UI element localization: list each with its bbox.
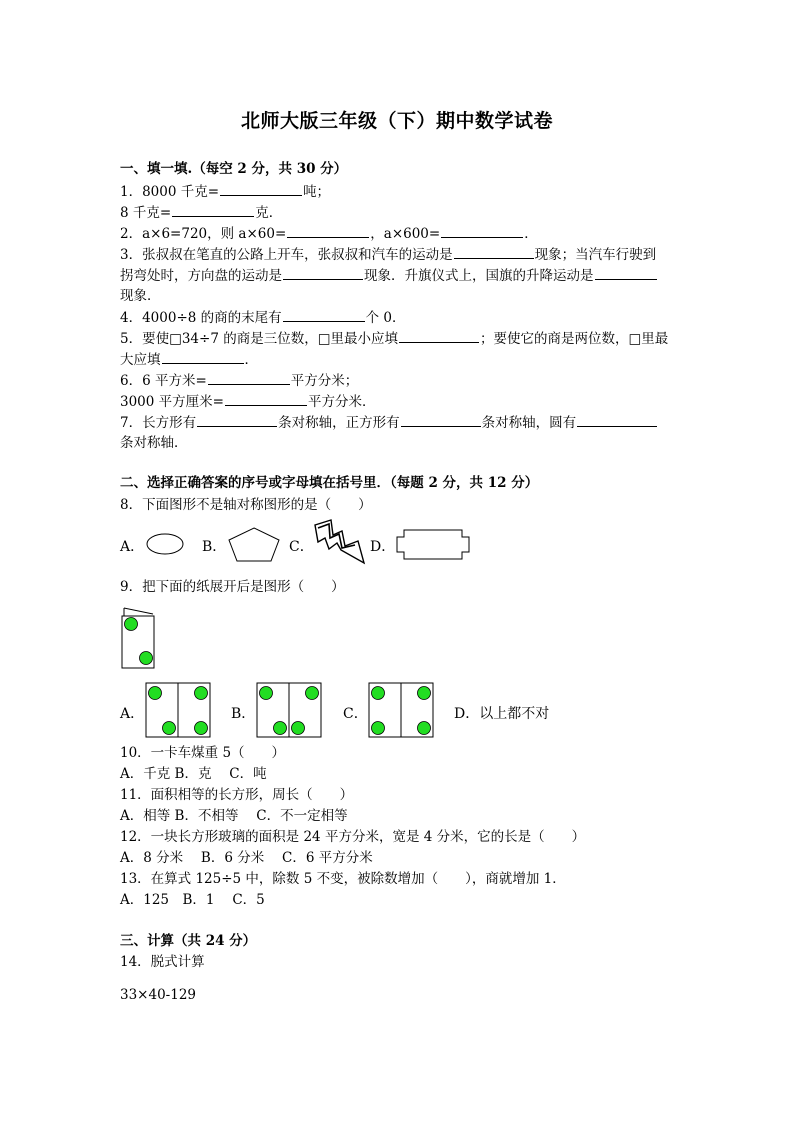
q3-text: 3．张叔叔在笔直的公路上开车，张叔叔和汽车的运动是 bbox=[120, 247, 453, 263]
question-3-line2 bbox=[120, 266, 658, 285]
unfolded-figure-b bbox=[256, 682, 324, 740]
unfolded-figure-a bbox=[145, 682, 213, 740]
q2-end: ． bbox=[524, 226, 538, 242]
section3-heading: 三、计算（共 24 分） bbox=[120, 933, 257, 949]
answer-blank[interactable] bbox=[283, 308, 365, 322]
notched-rectangle-shape bbox=[395, 529, 473, 561]
question-3-line3: 现象． bbox=[120, 288, 161, 304]
question-14: 14．脱式计算 bbox=[120, 954, 205, 970]
q1b-text: 8 千克= bbox=[120, 205, 172, 221]
q6a-unit: 平方分米； bbox=[290, 373, 359, 389]
answer-blank[interactable] bbox=[225, 392, 307, 406]
answer-blank[interactable] bbox=[595, 266, 657, 280]
answer-blank[interactable] bbox=[220, 182, 302, 196]
question-7-line1 bbox=[120, 413, 658, 432]
q4-end: 个 0． bbox=[365, 310, 406, 326]
lightning-bolt-shape bbox=[312, 519, 368, 565]
answer-blank[interactable] bbox=[197, 413, 277, 427]
question-2 bbox=[120, 224, 538, 243]
question-14-expression: 33×40-129 bbox=[120, 987, 196, 1003]
answer-blank[interactable] bbox=[441, 224, 523, 238]
q1a-unit: 吨； bbox=[303, 184, 331, 200]
answer-blank[interactable] bbox=[208, 371, 290, 385]
q8-option-d-label[interactable]: D． bbox=[370, 539, 396, 555]
page-title: 北师大版三年级（下）期中数学试卷 bbox=[240, 110, 553, 132]
q3-text-2: 拐弯处时，方向盘的运动是 bbox=[120, 268, 282, 284]
answer-blank[interactable] bbox=[283, 266, 363, 280]
question-12-options[interactable]: A．8 分米 B．6 分米 C．6 平方分米 bbox=[120, 850, 373, 866]
question-12: 12．一块长方形玻璃的面积是 24 平方分米，宽是 4 分米，它的长是（ ） bbox=[120, 829, 586, 845]
q3-text-cont: 现象；当汽车行驶到 bbox=[534, 247, 657, 263]
question-8: 8．下面图形不是轴对称图形的是（ ） bbox=[120, 497, 372, 513]
q6a-text: 6．6 平方米= bbox=[120, 373, 207, 389]
q7-text: 7．长方形有 bbox=[120, 415, 197, 431]
q5-text-cont: ；要使它的商是两位数，□里最 bbox=[479, 331, 669, 347]
question-3-line1 bbox=[120, 245, 656, 264]
ellipse-shape bbox=[145, 532, 185, 556]
question-11: 11．面积相等的长方形，周长（ ） bbox=[120, 787, 354, 803]
q5-text: 5．要使□34÷7 的商是三位数，□里最小应填 bbox=[120, 331, 398, 347]
q8-option-c-label[interactable]: C． bbox=[289, 539, 314, 555]
answer-blank[interactable] bbox=[287, 224, 369, 238]
question-13-options[interactable]: A．125 B．1 C．5 bbox=[120, 892, 265, 908]
q6b-unit: 平方分米． bbox=[307, 394, 376, 410]
q3-text-3: 现象．升旗仪式上，国旗的升降运动是 bbox=[364, 268, 594, 284]
q5-text-2: 大应填 bbox=[120, 352, 161, 368]
q9-option-a-label[interactable]: A． bbox=[120, 706, 145, 722]
question-1b bbox=[120, 203, 282, 222]
folded-paper-figure bbox=[120, 606, 160, 670]
question-7-line2: 条对称轴． bbox=[120, 435, 188, 451]
section1-heading: 一、填一填.（每空 2 分，共 30 分） bbox=[120, 161, 348, 177]
answer-blank[interactable] bbox=[454, 245, 534, 259]
question-5-line1 bbox=[120, 329, 668, 348]
question-11-options[interactable]: A．相等 B．不相等 C．不一定相等 bbox=[120, 808, 348, 824]
answer-blank[interactable] bbox=[577, 413, 657, 427]
q7-text-3: 条对称轴，圆有 bbox=[481, 415, 577, 431]
q9-option-d-label[interactable]: D．以上都不对 bbox=[454, 706, 550, 722]
answer-blank[interactable] bbox=[401, 413, 481, 427]
q6b-text: 3000 平方厘米= bbox=[120, 394, 224, 410]
question-6b bbox=[120, 392, 375, 411]
pentagon-shape bbox=[227, 526, 281, 564]
unfolded-figure-c bbox=[368, 682, 436, 740]
q9-option-b-label[interactable]: B． bbox=[231, 706, 256, 722]
q8-option-a-label[interactable]: A． bbox=[120, 539, 145, 555]
question-9: 9．把下面的纸展开后是图形（ ） bbox=[120, 579, 345, 595]
question-13: 13．在算式 125÷5 中，除数 5 不变，被除数增加（ ），商就增加 1． bbox=[120, 871, 566, 887]
question-1a bbox=[120, 182, 330, 201]
question-10-options[interactable]: A．千克 B．克 C．吨 bbox=[120, 766, 267, 782]
q1a-text: 1．8000 千克= bbox=[120, 184, 220, 200]
q7-text-2: 条对称轴，正方形有 bbox=[278, 415, 400, 431]
question-10: 10．一卡车煤重 5（ ） bbox=[120, 745, 286, 761]
q9-option-c-label[interactable]: C． bbox=[343, 706, 368, 722]
q8-option-b-label[interactable]: B． bbox=[202, 539, 227, 555]
question-6a bbox=[120, 371, 358, 390]
question-4 bbox=[120, 308, 406, 327]
q1b-unit: 克． bbox=[255, 205, 283, 221]
q5-end: ． bbox=[244, 352, 258, 368]
section2-heading: 二、选择正确答案的序号或字母填在括号里．（每题 2 分，共 12 分） bbox=[120, 475, 539, 491]
answer-blank[interactable] bbox=[162, 350, 244, 364]
answer-blank[interactable] bbox=[172, 203, 254, 217]
q4-text: 4．4000÷8 的商的末尾有 bbox=[120, 310, 282, 326]
question-5-line2 bbox=[120, 350, 258, 369]
q2-text: 2．a×6=720，则 a×60= bbox=[120, 226, 287, 242]
answer-blank[interactable] bbox=[399, 329, 479, 343]
q2-mid: ，a×600= bbox=[370, 226, 441, 242]
